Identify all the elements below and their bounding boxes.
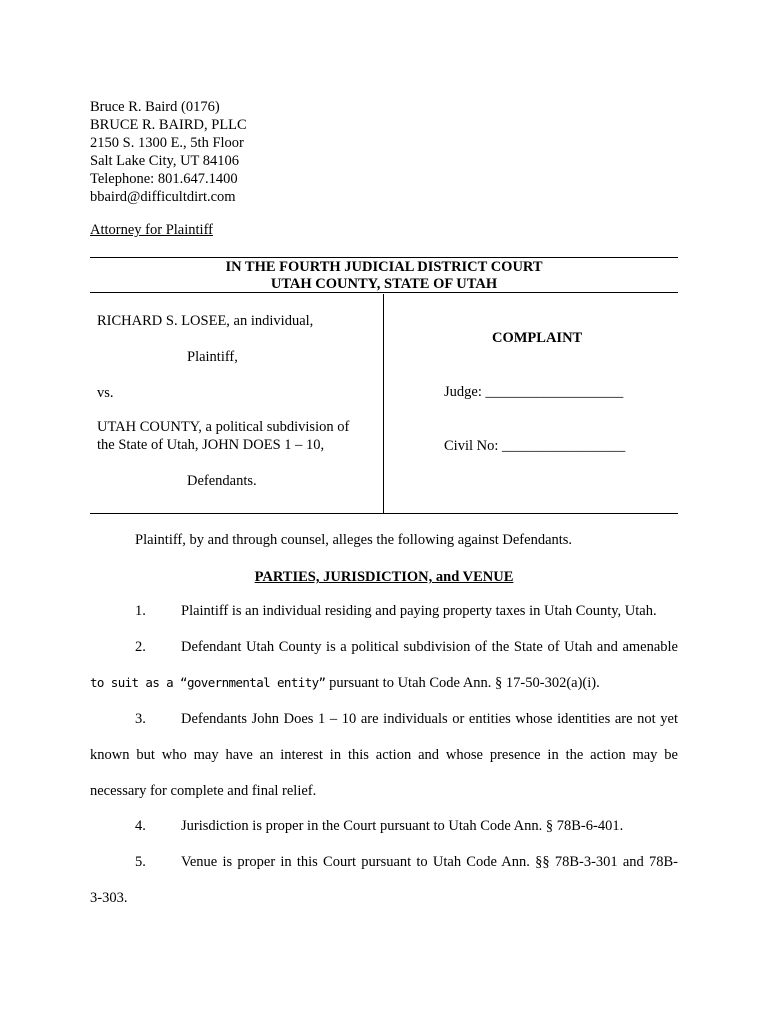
quoted-term: to suit as a “governmental entity”: [90, 675, 326, 690]
attorney-telephone: Telephone: 801.647.1400: [90, 171, 238, 187]
paragraph-number: 1.: [135, 603, 146, 619]
versus-label: vs.: [97, 385, 114, 401]
paragraph-number: 4.: [135, 818, 146, 834]
attorney-for-label: Attorney for Plaintiff: [90, 222, 213, 238]
paragraph-number: 5.: [135, 854, 146, 870]
paragraph-text: Defendants John Does 1 – 10 are individuals or entities whose identities are not yet: [181, 711, 678, 727]
attorney-name: Bruce R. Baird (0176): [90, 99, 220, 115]
paragraph-number: 2.: [135, 639, 146, 655]
paragraph-text-continued: 3-303.: [90, 890, 128, 906]
paragraph-text: Plaintiff is an individual residing and paying property taxes in Utah County, Utah.: [181, 603, 657, 619]
paragraph-text: Venue is proper in this Court pursuant to Utah Code Ann. §§ 78B-3-301 and 78B-: [181, 854, 678, 870]
defendant-role: Defendants.: [187, 473, 257, 489]
plaintiff-name: RICHARD S. LOSEE, an individual,: [97, 313, 314, 329]
attorney-info-block: [90, 98, 247, 206]
section-heading: PARTIES, JURISDICTION, and VENUE: [254, 569, 514, 585]
paragraph-text: Defendant Utah County is a political subdivision of the State of Utah and amenable: [181, 639, 678, 655]
civil-number-field: Civil No: _________________: [444, 438, 626, 454]
paragraph-number: 3.: [135, 711, 146, 727]
court-name: IN THE FOURTH JUDICIAL DISTRICT COURT: [225, 259, 543, 275]
case-caption: [90, 294, 678, 514]
plaintiff-role: Plaintiff,: [187, 349, 238, 365]
caption-divider: [383, 294, 384, 513]
court-location: UTAH COUNTY, STATE OF UTAH: [270, 276, 498, 292]
paragraph-text-continued: [90, 675, 600, 692]
judge-field: Judge: ___________________: [444, 384, 624, 400]
attorney-firm: BRUCE R. BAIRD, PLLC: [90, 117, 247, 133]
paragraph-text-continued: known but who may have an interest in this action and whose presence in the action may be: [90, 747, 678, 763]
attorney-address-line-2: Salt Lake City, UT 84106: [90, 153, 240, 169]
defendant-line-1: UTAH COUNTY, a political subdivision of: [97, 419, 350, 435]
paragraph-text-tail: pursuant to Utah Code Ann. § 17-50-302(a)(i).: [325, 675, 600, 691]
paragraph-text: Jurisdiction is proper in the Court pursuant to Utah Code Ann. § 78B-6-401.: [181, 818, 624, 834]
attorney-address-line-1: 2150 S. 1300 E., 5th Floor: [90, 135, 244, 151]
attorney-email: bbaird@difficultdirt.com: [90, 189, 236, 205]
court-header: [90, 257, 678, 293]
defendant-line-2: the State of Utah, JOHN DOES 1 – 10,: [97, 437, 325, 453]
paragraph-text-continued: necessary for complete and final relief.: [90, 783, 317, 799]
document-title: COMPLAINT: [492, 330, 583, 346]
intro-paragraph: Plaintiff, by and through counsel, alleges the following against Defendants.: [135, 532, 573, 548]
